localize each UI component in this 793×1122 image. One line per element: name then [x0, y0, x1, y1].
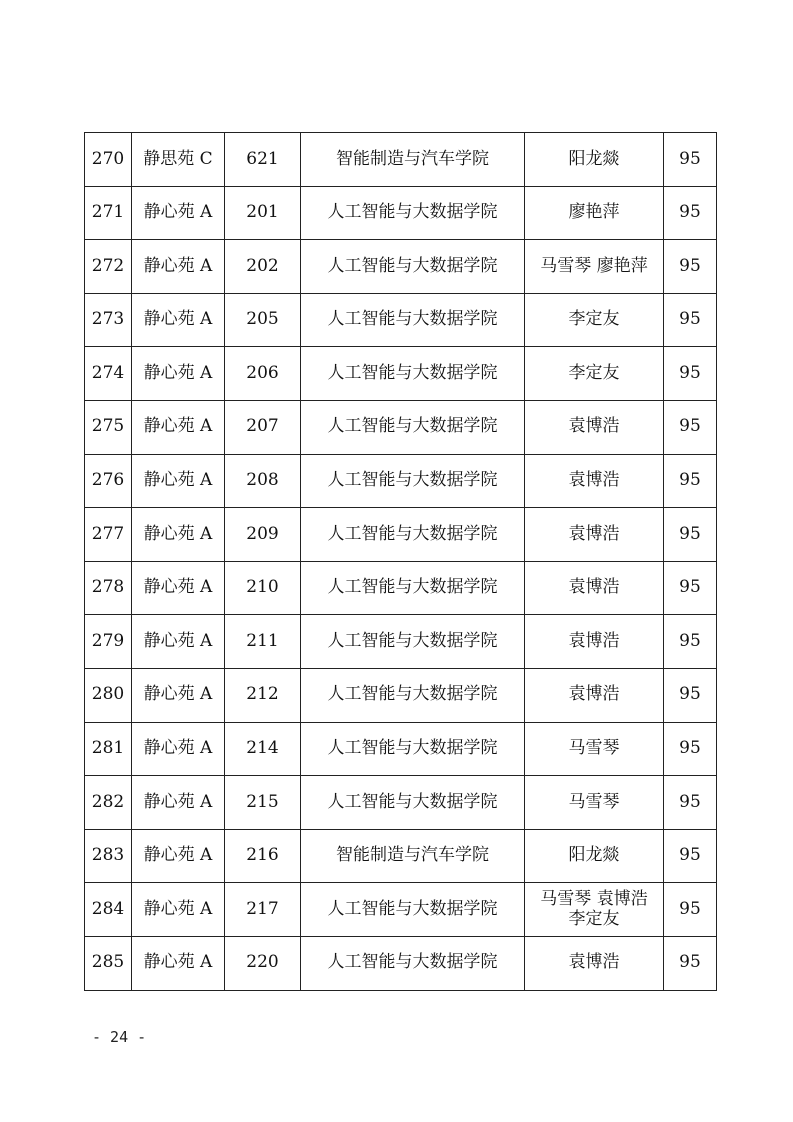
- room-number: 202: [225, 240, 301, 294]
- room-number: 209: [225, 508, 301, 562]
- row-number: 281: [85, 722, 132, 776]
- table-body: [85, 133, 717, 991]
- responsible-person: 李定友: [525, 293, 664, 347]
- row-number: 283: [85, 829, 132, 883]
- building-name: 静心苑 A: [132, 722, 225, 776]
- room-number: 201: [225, 186, 301, 240]
- building-name: 静心苑 A: [132, 347, 225, 401]
- score: 95: [664, 293, 717, 347]
- score: 95: [664, 776, 717, 830]
- building-name: 静心苑 A: [132, 508, 225, 562]
- college-name: 人工智能与大数据学院: [301, 722, 525, 776]
- score: 95: [664, 615, 717, 669]
- room-number: 220: [225, 936, 301, 990]
- room-number: 621: [225, 133, 301, 187]
- building-name: 静心苑 A: [132, 883, 225, 937]
- room-number: 214: [225, 722, 301, 776]
- college-name: 人工智能与大数据学院: [301, 561, 525, 615]
- building-name: 静心苑 A: [132, 186, 225, 240]
- building-name: 静心苑 A: [132, 776, 225, 830]
- college-name: 智能制造与汽车学院: [301, 133, 525, 187]
- row-number: 274: [85, 347, 132, 401]
- responsible-person: 袁博浩: [525, 400, 664, 454]
- table-row: [85, 293, 717, 347]
- score: 95: [664, 240, 717, 294]
- row-number: 271: [85, 186, 132, 240]
- building-name: 静心苑 A: [132, 829, 225, 883]
- building-name: 静心苑 A: [132, 454, 225, 508]
- building-name: 静心苑 A: [132, 400, 225, 454]
- responsible-person: 马雪琴: [525, 776, 664, 830]
- room-number: 208: [225, 454, 301, 508]
- score: 95: [664, 829, 717, 883]
- college-name: 人工智能与大数据学院: [301, 347, 525, 401]
- table-row: [85, 668, 717, 722]
- responsible-person: 袁博浩: [525, 561, 664, 615]
- table-row: [85, 133, 717, 187]
- row-number: 284: [85, 883, 132, 937]
- score: 95: [664, 722, 717, 776]
- table-row: [85, 508, 717, 562]
- table-row: [85, 829, 717, 883]
- row-number: 270: [85, 133, 132, 187]
- row-number: 282: [85, 776, 132, 830]
- responsible-person: 马雪琴 廖艳萍: [525, 240, 664, 294]
- room-number: 212: [225, 668, 301, 722]
- college-name: 人工智能与大数据学院: [301, 293, 525, 347]
- college-name: 智能制造与汽车学院: [301, 829, 525, 883]
- score: 95: [664, 883, 717, 937]
- responsible-person: 袁博浩: [525, 936, 664, 990]
- responsible-person: 马雪琴 袁博浩 李定友: [525, 883, 664, 937]
- college-name: 人工智能与大数据学院: [301, 936, 525, 990]
- college-name: 人工智能与大数据学院: [301, 668, 525, 722]
- score: 95: [664, 186, 717, 240]
- dormitory-score-table: [84, 132, 717, 991]
- row-number: 277: [85, 508, 132, 562]
- college-name: 人工智能与大数据学院: [301, 776, 525, 830]
- table-row: [85, 883, 717, 937]
- row-number: 285: [85, 936, 132, 990]
- score: 95: [664, 561, 717, 615]
- college-name: 人工智能与大数据学院: [301, 615, 525, 669]
- building-name: 静心苑 A: [132, 668, 225, 722]
- table-row: [85, 347, 717, 401]
- row-number: 275: [85, 400, 132, 454]
- table-row: [85, 776, 717, 830]
- building-name: 静心苑 A: [132, 293, 225, 347]
- score: 95: [664, 347, 717, 401]
- row-number: 280: [85, 668, 132, 722]
- row-number: 273: [85, 293, 132, 347]
- table-row: [85, 186, 717, 240]
- building-name: 静心苑 A: [132, 615, 225, 669]
- table-row: [85, 400, 717, 454]
- room-number: 207: [225, 400, 301, 454]
- building-name: 静思苑 C: [132, 133, 225, 187]
- score: 95: [664, 133, 717, 187]
- table-row: [85, 240, 717, 294]
- building-name: 静心苑 A: [132, 240, 225, 294]
- responsible-person: 阳龙燚: [525, 133, 664, 187]
- college-name: 人工智能与大数据学院: [301, 186, 525, 240]
- score: 95: [664, 508, 717, 562]
- responsible-person: 袁博浩: [525, 615, 664, 669]
- table-row: [85, 722, 717, 776]
- responsible-person: 廖艳萍: [525, 186, 664, 240]
- row-number: 276: [85, 454, 132, 508]
- building-name: 静心苑 A: [132, 936, 225, 990]
- responsible-person: 袁博浩: [525, 454, 664, 508]
- college-name: 人工智能与大数据学院: [301, 883, 525, 937]
- college-name: 人工智能与大数据学院: [301, 400, 525, 454]
- responsible-person: 李定友: [525, 347, 664, 401]
- college-name: 人工智能与大数据学院: [301, 454, 525, 508]
- room-number: 217: [225, 883, 301, 937]
- score: 95: [664, 454, 717, 508]
- college-name: 人工智能与大数据学院: [301, 508, 525, 562]
- table-row: [85, 561, 717, 615]
- table-row: [85, 454, 717, 508]
- building-name: 静心苑 A: [132, 561, 225, 615]
- responsible-person: 马雪琴: [525, 722, 664, 776]
- table-row: [85, 936, 717, 990]
- row-number: 278: [85, 561, 132, 615]
- page-number: - 24 -: [92, 1028, 147, 1046]
- room-number: 210: [225, 561, 301, 615]
- responsible-person: 袁博浩: [525, 508, 664, 562]
- score: 95: [664, 400, 717, 454]
- room-number: 216: [225, 829, 301, 883]
- responsible-person: 阳龙燚: [525, 829, 664, 883]
- row-number: 279: [85, 615, 132, 669]
- college-name: 人工智能与大数据学院: [301, 240, 525, 294]
- score: 95: [664, 668, 717, 722]
- room-number: 215: [225, 776, 301, 830]
- score: 95: [664, 936, 717, 990]
- room-number: 206: [225, 347, 301, 401]
- responsible-person: 袁博浩: [525, 668, 664, 722]
- row-number: 272: [85, 240, 132, 294]
- table-row: [85, 615, 717, 669]
- room-number: 211: [225, 615, 301, 669]
- room-number: 205: [225, 293, 301, 347]
